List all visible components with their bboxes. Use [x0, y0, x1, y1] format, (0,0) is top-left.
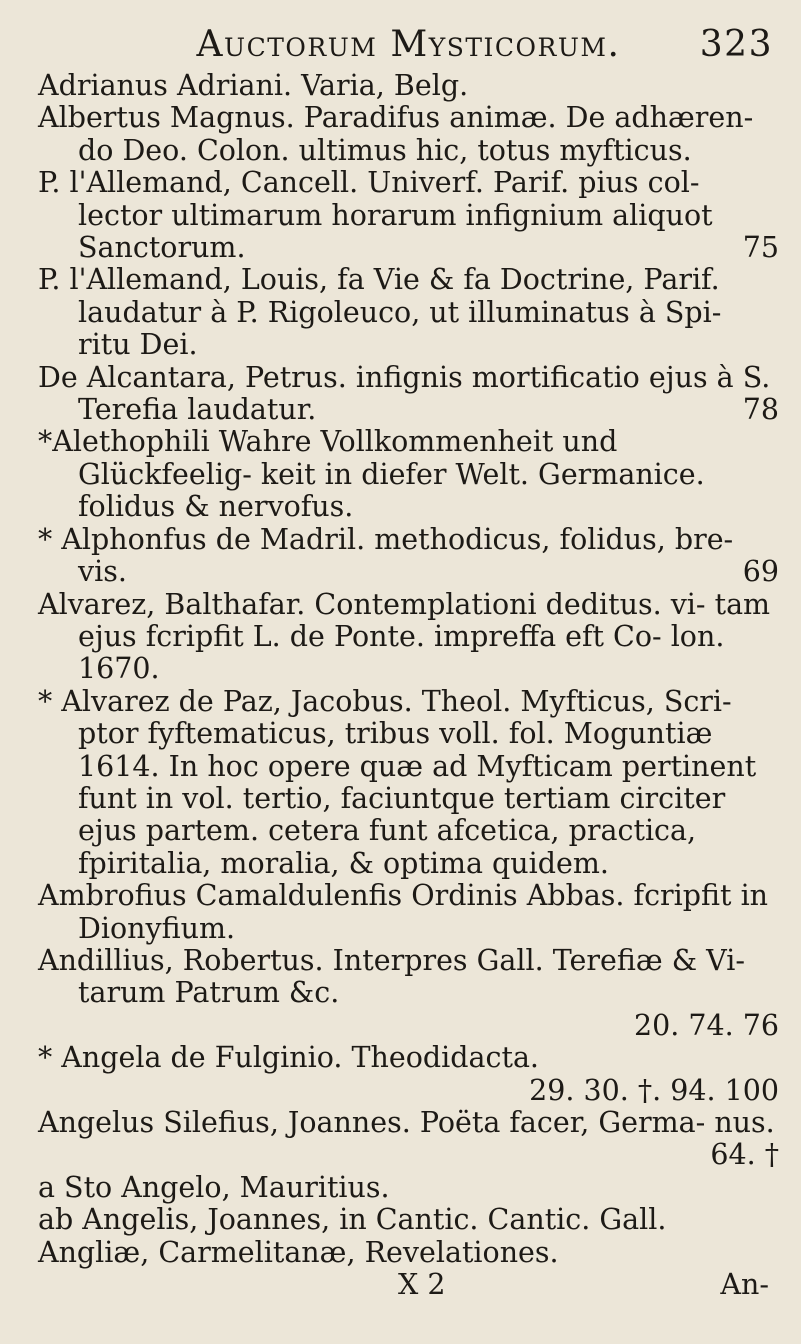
index-entry: [38, 589, 779, 686]
index-entry: [38, 102, 779, 167]
index-entry: [38, 524, 779, 589]
index-entry: [38, 1172, 779, 1204]
index-entry: [38, 1237, 779, 1269]
entry-ref: 64. †: [710, 1138, 779, 1172]
entry-text: Adrianus Adriani. Varia, Belg.: [38, 69, 469, 102]
entry-text: Angliæ, Carmelitanæ, Revelationes.: [38, 1235, 559, 1269]
index-entry: [38, 1107, 779, 1172]
entry-ref: 75: [742, 231, 779, 265]
catchword: An-: [720, 1268, 769, 1302]
index-entry: [38, 264, 779, 361]
entry-ref: 78: [742, 393, 779, 427]
index-entry: [38, 362, 779, 427]
entry-text: Alvarez, Balthafar. Contemplationi deditus. vi- tam ejus fcripfit L. de Ponte. impreffa eft Co- lon. 1670.: [38, 587, 771, 686]
running-header: [38, 20, 779, 70]
page-footer: [38, 1269, 779, 1309]
running-title: Auctorum Mysticorum.: [196, 24, 621, 65]
index-entry: [38, 1042, 779, 1107]
index-entry: [38, 70, 779, 102]
entry-text: * Angela de Fulginio. Theodidacta.: [38, 1041, 539, 1075]
entry-text: Ambrofius Camaldulenfis Ordinis Abbas. fcripfit in Dionyfium.: [38, 879, 769, 945]
entry-ref: 29. 30. †. 94. 100: [529, 1073, 779, 1107]
page-number: 323: [699, 24, 773, 65]
index-entry: [38, 945, 779, 1042]
entry-text: a Sto Angelo, Mauritius.: [38, 1170, 390, 1204]
index-entry: [38, 167, 779, 264]
entry-text: *Alethophili Wahre Vollkommenheit und Glückfeelig- keit in diefer Welt. Germanice. folidus & nervofus.: [38, 425, 705, 524]
index-entry: [38, 1204, 779, 1236]
entry-text: Albertus Magnus. Paradifus animæ. De adhæren- do Deo. Colon. ultimus hic, totus myfticus.: [38, 101, 754, 167]
entry-text: Andillius, Robertus. Interpres Gall. Terefiæ & Vi- tarum Patrum &c.: [38, 943, 745, 1010]
index-entry: [38, 686, 779, 880]
index-entry: [38, 426, 779, 523]
signature-mark: X 2: [398, 1268, 446, 1302]
entry-text: ab Angelis, Joannes, in Cantic. Cantic. Gall.: [38, 1203, 667, 1237]
index-entries: [38, 70, 779, 1269]
entry-text: * Alvarez de Paz, Jacobus. Theol. Myfticus, Scri- ptor fyftematicus, tribus voll. fol. Moguntiæ 1614. In hoc opere quæ ad Myfticam pertinent funt in vol. tertio, faciuntque tertiam circiter ejus partem. cetera funt afcetica, practica, fpiritalia, moralia, & optima quidem.: [38, 684, 757, 880]
entry-text: P. l'Allemand, Cancell. Univerf. Parif. pius col- lector ultimarum horarum infignium aliquot Sanctorum.: [38, 166, 713, 265]
entry-text: * Alphonfus de Madril. methodicus, folidus, bre- vis.: [38, 522, 734, 589]
entry-text: Angelus Silefius, Joannes. Poëta facer, Germa- nus.: [38, 1106, 775, 1139]
entry-text: P. l'Allemand, Louis, fa Vie & fa Doctrine, Parif. laudatur à P. Rigoleuco, ut illuminatus à Spi- ritu Dei.: [38, 263, 722, 362]
entry-ref: 69: [742, 555, 779, 589]
index-entry: [38, 880, 779, 945]
entry-text: De Alcantara, Petrus. infignis mortificatio ejus à S. Terefia laudatur.: [38, 360, 771, 427]
entry-ref: 20. 74. 76: [633, 1008, 779, 1042]
